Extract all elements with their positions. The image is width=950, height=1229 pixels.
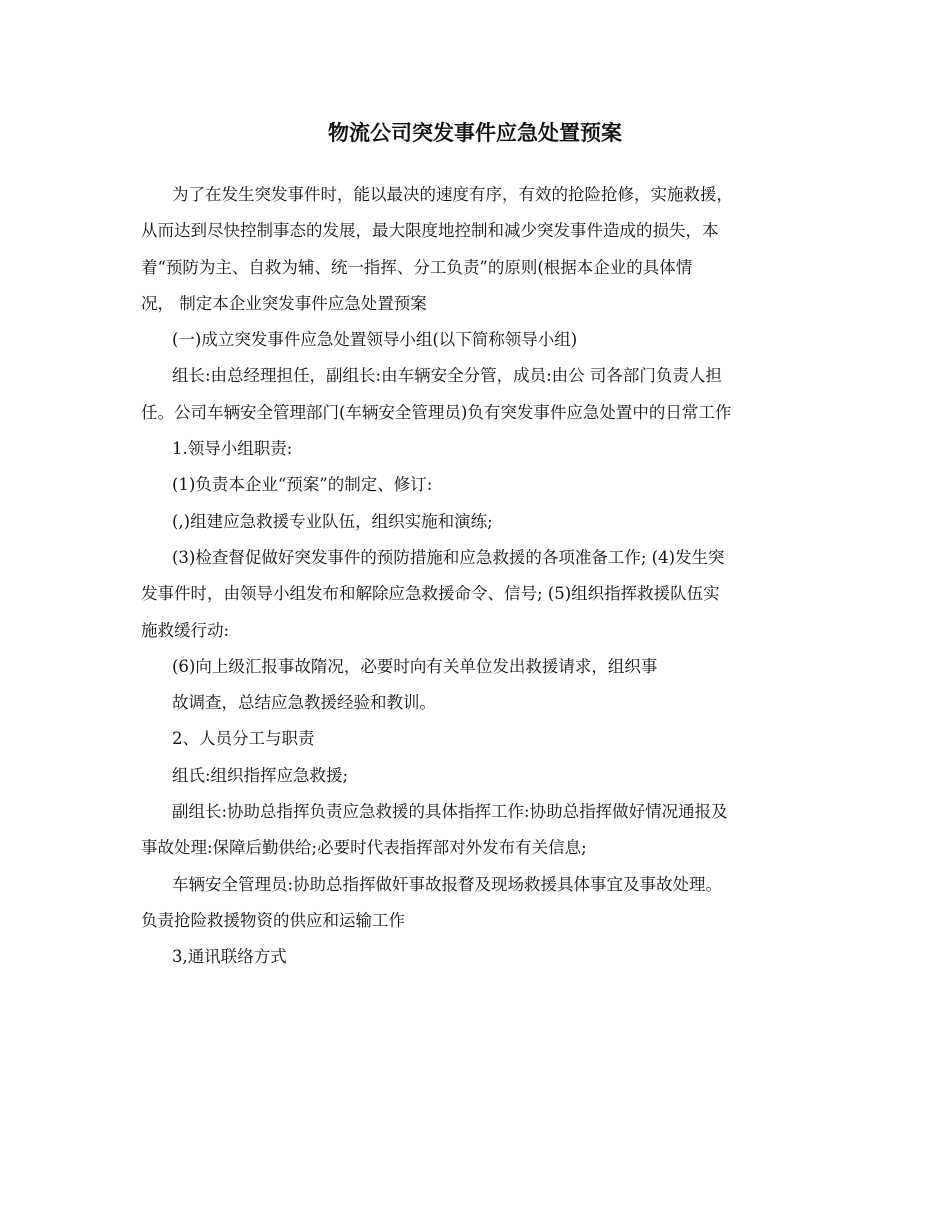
body-line-8: 1.领导小组职责: bbox=[172, 439, 293, 459]
body-line-21: 负责抢险救援物资的供应和运输工作 bbox=[141, 910, 405, 930]
body-line-22: 3,通讯联络方式 bbox=[172, 947, 287, 967]
body-line-10: (,)组建应急救援专业队伍，组织实施和演练; bbox=[172, 511, 493, 531]
body-line-3: 着“预防为主、自救为辅、统一指挥、分工负责”的原则(根据本企业的具体情 bbox=[141, 257, 693, 277]
body-line-4: 况， 制定本企业突发事件应急处置预案 bbox=[141, 293, 427, 313]
document-body bbox=[141, 177, 811, 976]
body-line-11: (3)检查督促做好突发事件的预防措施和应急救援的各项准备工作; (4)发生突 bbox=[172, 547, 725, 567]
body-line-5: (一)成立突发事件应急处置领导小组(以下简称领导小组) bbox=[172, 330, 578, 350]
body-line-7: 任。公司车辆安全管理部门(车辆安全管理员)负有突发事件应急处置中的日常工作 bbox=[141, 402, 732, 422]
body-line-6: 组长:由总经理担任，副组长:由车辆安全分管，成员:由公 司各部门负责人担 bbox=[172, 366, 722, 386]
document-title: 物流公司突发事件应急处置预案 bbox=[328, 120, 622, 145]
body-line-16: 2、人员分工与职责 bbox=[172, 729, 315, 749]
body-line-19: 事故处理:保障后勤供给;必要时代表指挥部对外发布有关信息; bbox=[141, 838, 587, 858]
body-line-18: 副组长:协助总指挥负责应急救援的具体指挥工作:协助总指挥做好情况通报及 bbox=[172, 802, 728, 822]
body-line-1: 为了在发生突发事件时，能以最决的速度有序，有效的抢险抢修，实施救援， bbox=[172, 185, 733, 204]
body-line-12: 发事件时，由领导小组发布和解除应急救援命令、信号; (5)组织指挥救援队伍实 bbox=[141, 584, 720, 604]
body-line-20: 车辆安全管理员:协助总指挥做奸事故报瞀及现场救援具体事宜及事故处理。 bbox=[172, 874, 723, 894]
body-line-15: 故调查，总结应急教援经验和教训。 bbox=[172, 693, 436, 713]
body-line-17: 组氏:组织指挥应急救援; bbox=[172, 765, 349, 785]
body-line-9: (1)负责本企业“预案”的制定、修订: bbox=[172, 475, 433, 495]
body-line-2: 从而达到尽快控制事态的发展，最大限度地控制和减少突发事件造成的损失，本 bbox=[141, 221, 719, 241]
body-line-13: 施救缓行动: bbox=[141, 620, 230, 640]
body-line-14: (6)向上级汇报事故隋况，必要时向有关单位发出救援请求，组织事 bbox=[172, 656, 658, 676]
